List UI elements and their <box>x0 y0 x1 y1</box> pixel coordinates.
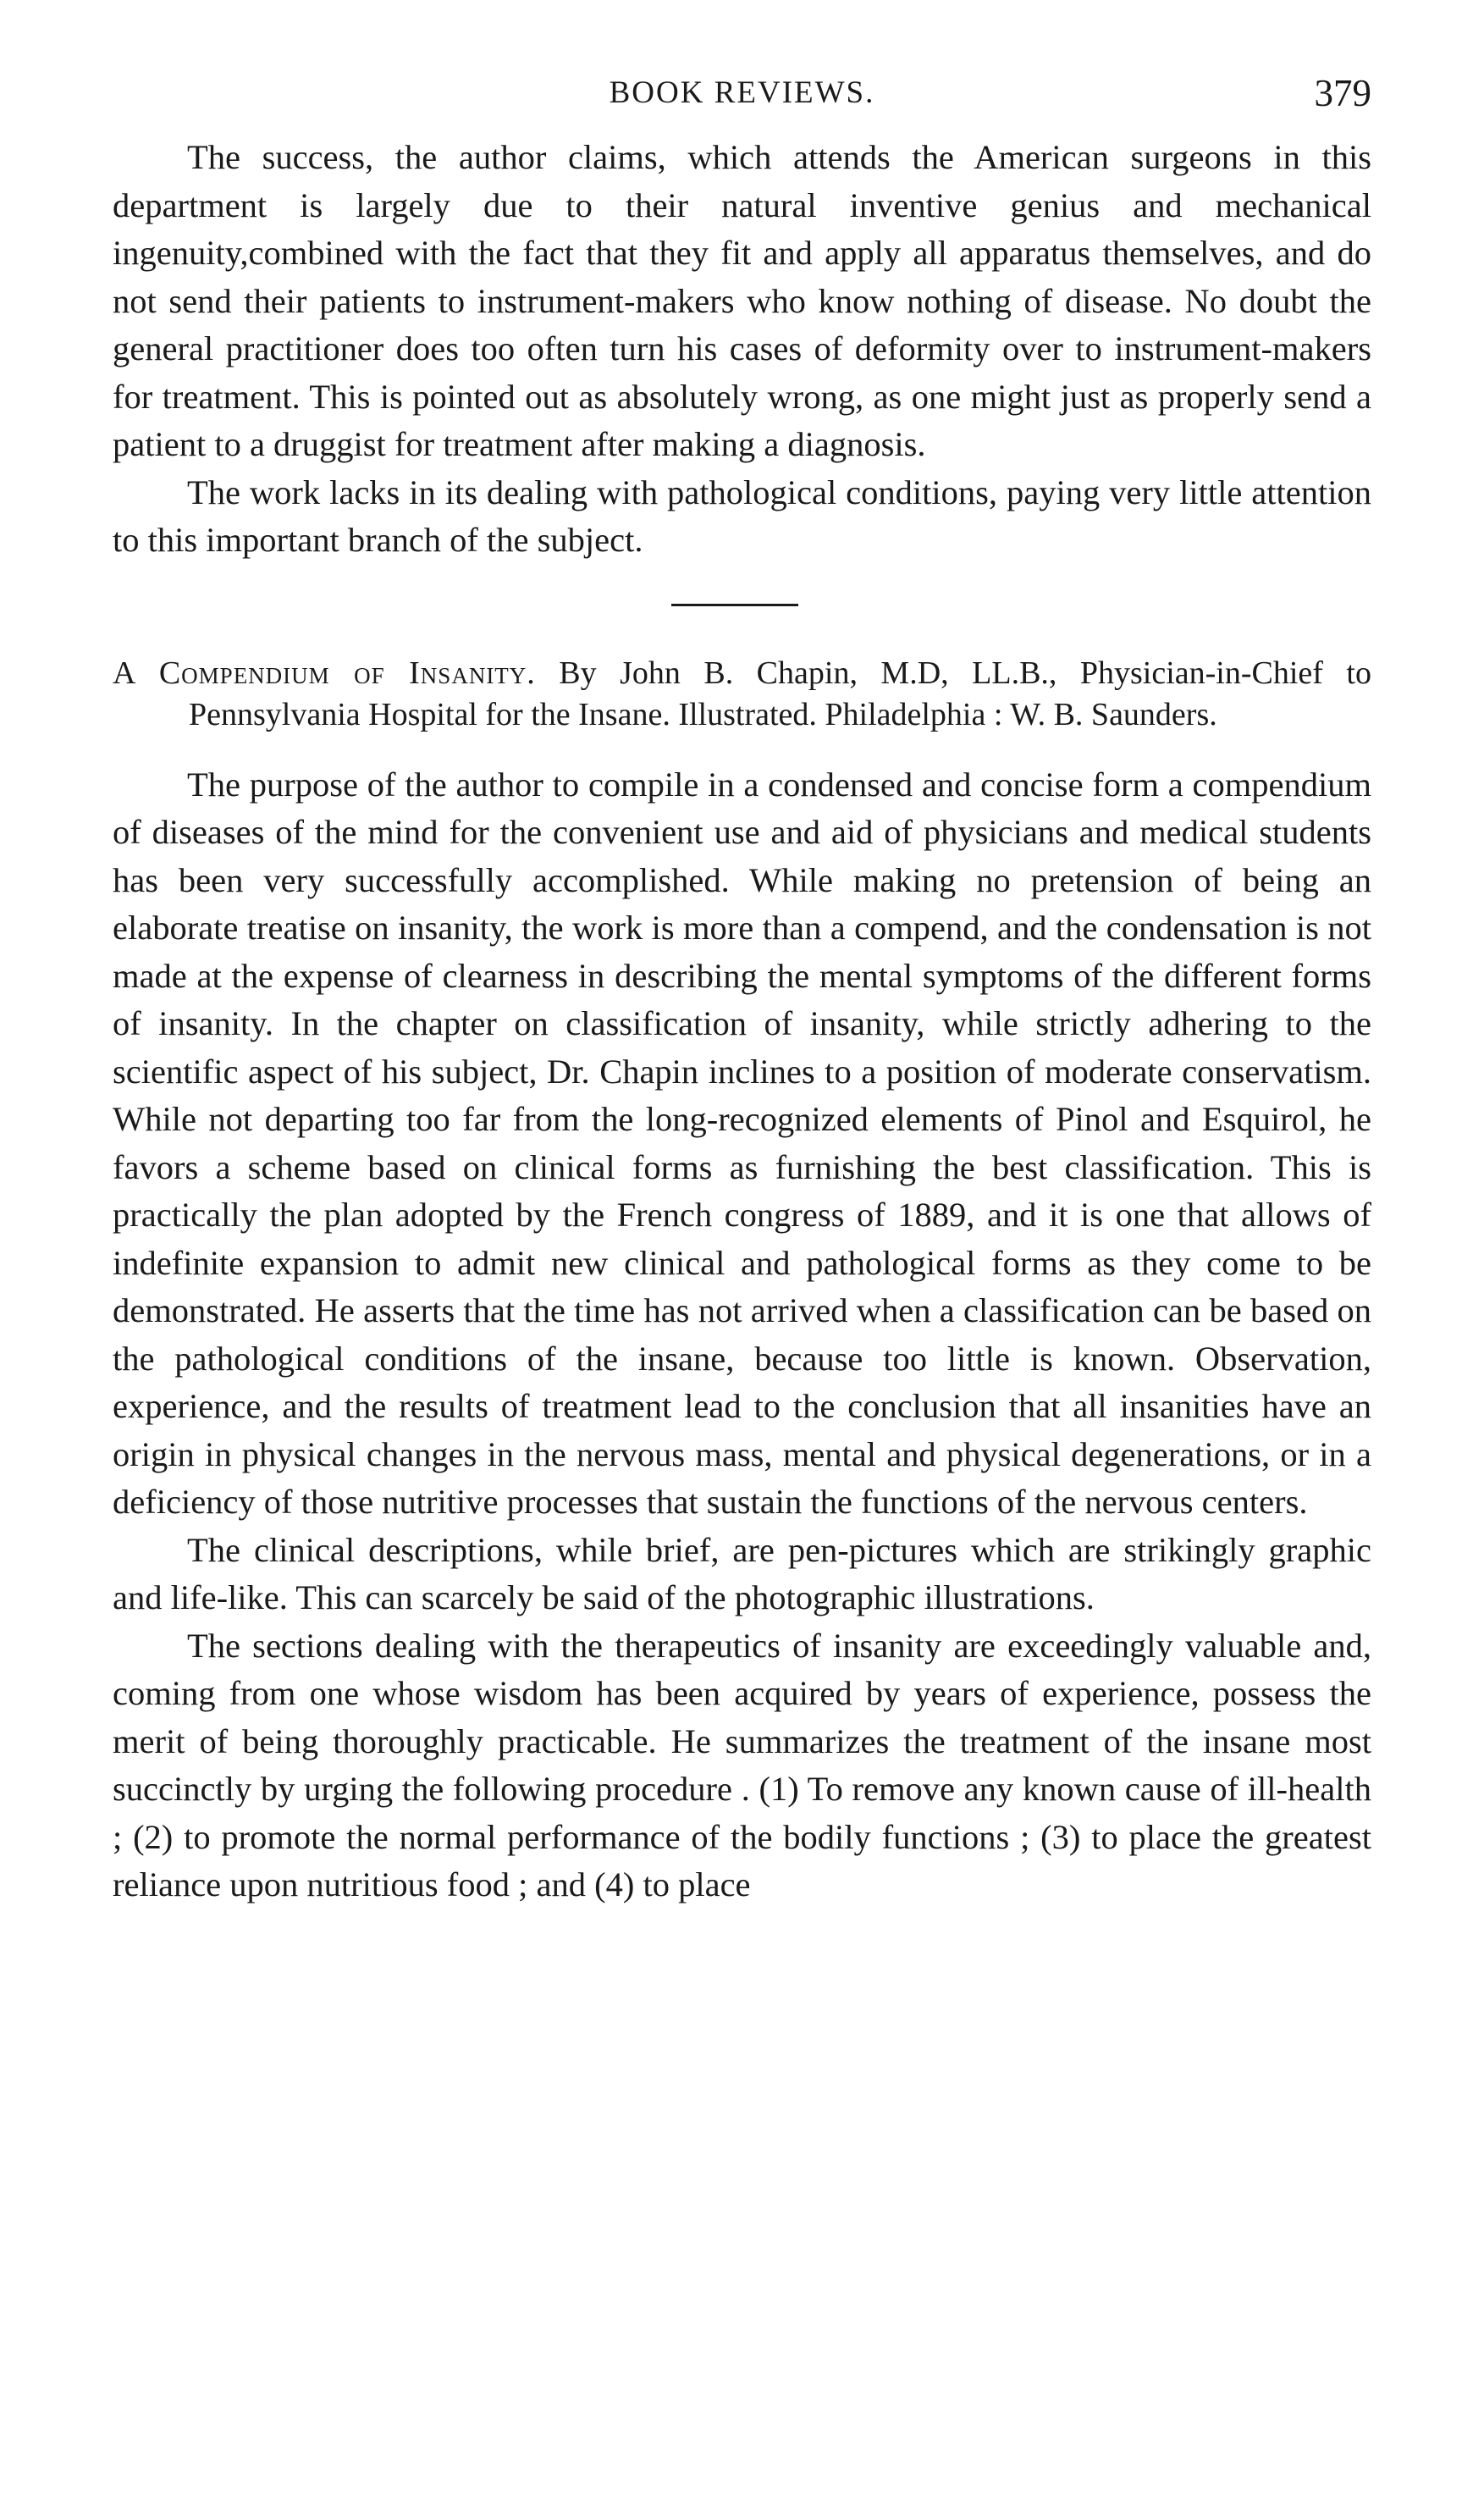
running-head <box>113 72 1371 134</box>
book-page <box>113 72 1371 1909</box>
section-divider <box>113 565 1371 653</box>
previous-review-conclusion <box>113 134 1371 565</box>
paragraph: The success, the author claims, which attends the American surgeons in this department is largely due to their natural inventive genius and mechanical ingenuity,combined with the fact that they fit and apply all apparatus themselves, and do not send their patients to instrument-makers who know nothing of disease. No doubt the general practitioner does too often turn his cases of deformity over to instrument-makers for treatment. This is pointed out as absolutely wrong, as one might just as properly send a patient to a druggist for treatment after making a diagnosis. <box>113 138 1371 463</box>
paragraph: The purpose of the author to compile in a condensed and concise form a compendium of diseases of the mind for the convenient use and aid of physicians and medical students has been very successfully accomplished. While making no pretension of being an elaborate treatise on insanity, the work is more than a compend, and the condensation is not made at the expense of clearness in describing the mental symptoms of the different forms of insanity. In the chapter on classification of insanity, while strictly adhering to the scientific aspect of his subject, Dr. Chapin inclines to a position of moderate conservatism. While not departing too far from the long-recognized elements of Pinol and Esquirol, he favors a scheme based on clinical forms as furnishing the best classification. This is practically the plan adopted by the French congress of 1889, and it is one that allows of indefinite expansion to admit new clinical and pathological forms as they come to be demonstrated. He asserts that the time has not arrived when a classification can be based on the pathological conditions of the insane, because too little is known. Observation, experience, and the results of treatment lead to the conclusion that all insanities have an origin in physical changes in the nervous mass, mental and physical degenerations, or in a deficiency of those nutritive processes that sustain the functions of the nervous centers. <box>113 765 1371 1521</box>
paragraph: The work lacks in its dealing with pathological conditions, paying very little attention to this important branch of the subject. <box>113 472 1371 559</box>
book-citation <box>113 653 1371 736</box>
book-title: A Compendium of Insanity. <box>113 655 536 691</box>
divider-rule <box>671 604 798 606</box>
paragraph: The clinical descriptions, while brief, are pen-pictures which are strikingly graphic and life-like. This can scarcely be said of the photographic illustrations. <box>113 1530 1371 1616</box>
compendium-review <box>113 653 1371 1909</box>
book-details: By John B. Chapin, M.D, LL.B., Physician-in-Chief to Pennsylvania Hospital for the Insane. Illustrated. Philadelphia : W. B. Saunders. <box>189 655 1371 732</box>
page-number: 379 <box>1314 72 1371 114</box>
paragraph: The sections dealing with the therapeutics of insanity are exceedingly valuable and, coming from one whose wisdom has been acquired by years of experience, possess the merit of being thoroughly practicable. He summarizes the treatment of the insane most succinctly by urging the following procedure . (1) To remove any known cause of ill-health ; (2) to promote the normal performance of the bodily functions ; (3) to place the greatest reliance upon nutritious food ; and (4) to place <box>113 1626 1371 1903</box>
running-title: BOOK REVIEWS. <box>609 75 875 110</box>
